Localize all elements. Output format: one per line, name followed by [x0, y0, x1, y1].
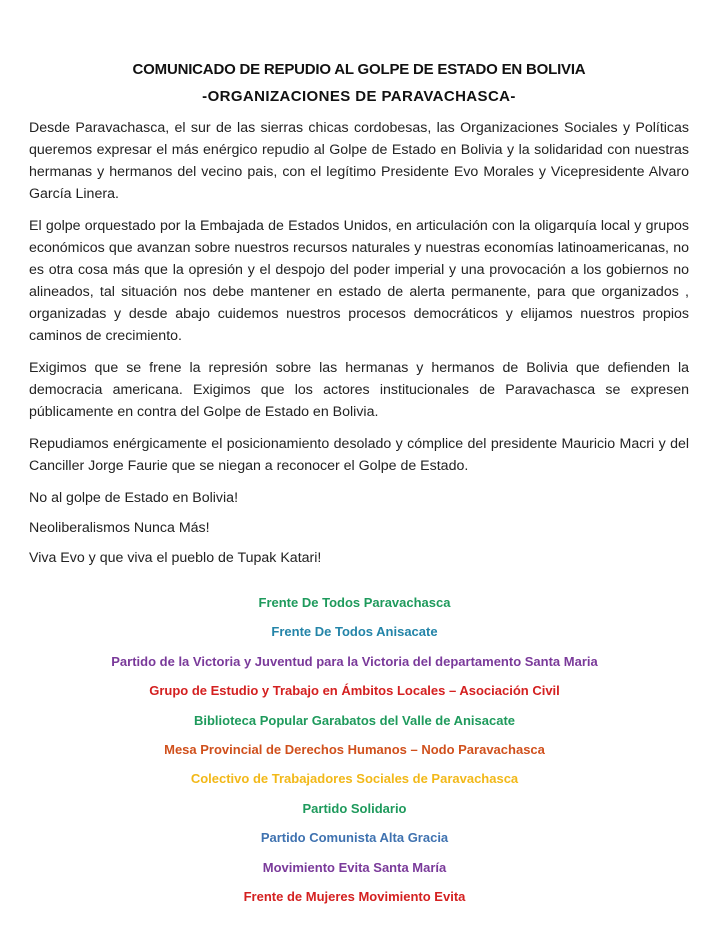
paragraph-repudiamos: Repudiamos enérgicamente el posicionamiento desolado y cómplice del presidente Mauricio Macri y del Canciller Jorge Faurie que se niegan a reconocer el Golpe de Estado.	[29, 436, 689, 474]
organization-name: Movimiento Evita Santa María	[262, 859, 447, 875]
paragraph-golpe: El golpe orquestado por la Embajada de Estados Unidos, en articulación con la oligarquía local y grupos económicos que avanzan sobre nuestros recursos naturales y nuestras economías latinoamericanas, no es otra cosa más que la opresión y el despojo del poder imperial y una provocación a los gobiernos no alineados, tal situación nos debe mantener en estado de alerta permanente, para que organizados , organizadas y desde abajo cuidemos nuestros procesos democráticos y elijamos nuestros propios caminos de crecimiento.	[29, 218, 689, 344]
organization-name: Frente De Todos Anisacate	[271, 624, 438, 640]
organization-name: Colectivo de Trabajadores Sociales de Paravachasca	[190, 771, 519, 787]
organization-name: Frente de Mujeres Movimiento Evita	[243, 889, 466, 905]
document-body	[29, 117, 689, 569]
slogan-line: No al golpe de Estado en Bolivia!	[29, 490, 239, 506]
organization-name: Partido Solidario	[302, 800, 407, 816]
organization-name: Biblioteca Popular Garabatos del Valle de Anisacate	[193, 712, 516, 728]
paragraph-intro: Desde Paravachasca, el sur de las sierras chicas cordobesas, las Organizaciones Sociales y Políticas queremos expresar el más enérgico repudio al Golpe de Estado en Bolivia y la solidaridad con nuestras hermanas y hermanos del vecino pais, con el legítimo Presidente Evo Morales y Vicepresidente Alvaro García Linera.	[29, 120, 689, 202]
organization-name: Partido de la Victoria y Juventud para la Victoria del departamento Santa Maria	[111, 653, 598, 669]
organization-name: Mesa Provincial de Derechos Humanos – Nodo Paravachasca	[164, 742, 545, 758]
slogan-line: Viva Evo y que viva el pueblo de Tupak Katari!	[29, 550, 322, 566]
organizations-list	[0, 588, 709, 911]
organization-name: Frente De Todos Paravachasca	[258, 595, 451, 610]
document-title: COMUNICADO DE REPUDIO AL GOLPE DE ESTADO EN BOLIVIA	[132, 61, 586, 78]
organization-name: Grupo de Estudio y Trabajo en Ámbitos Locales – Asociación Civil	[149, 683, 560, 699]
organization-name: Partido Comunista Alta Gracia	[260, 830, 449, 846]
paragraph-exigimos: Exigimos que se frene la represión sobre las hermanas y hermanos de Bolivia que defienden la democracia americana. Exigimos que los actores institucionales de Paravachasca se expresen públicamente en contra del Golpe de Estado en Bolivia.	[29, 360, 689, 420]
document-subtitle: -ORGANIZACIONES DE PARAVACHASCA-	[202, 88, 516, 105]
slogan-line: Neoliberalismos Nunca Más!	[29, 520, 210, 536]
